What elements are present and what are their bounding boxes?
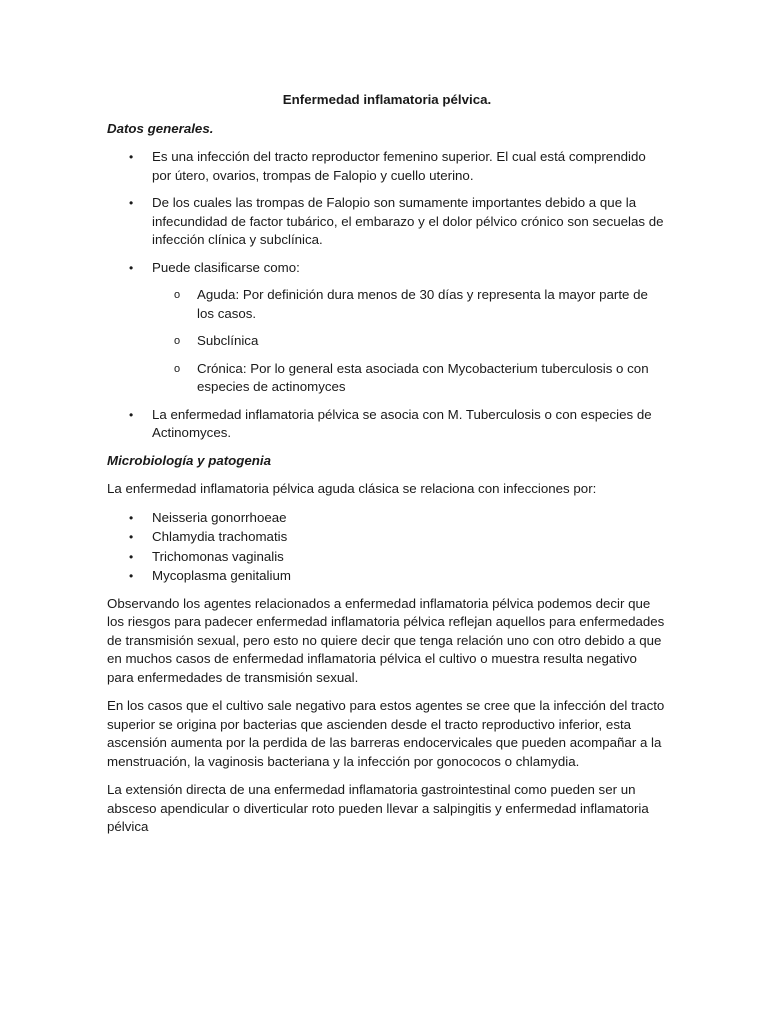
document-title: Enfermedad inflamatoria pélvica. [282, 92, 492, 107]
list-item [107, 567, 667, 586]
bullet-icon: • [129, 196, 134, 210]
sub-list-item [152, 360, 667, 397]
datos-generales-list [107, 148, 667, 443]
list-item [107, 509, 667, 528]
sub-list-item-text: Subclínica [197, 333, 259, 348]
microbiologia-intro: La enfermedad inflamatoria pélvica aguda clásica se relaciona con infecciones por: [107, 481, 597, 496]
document-page [107, 91, 667, 847]
circle-bullet-icon: o [174, 289, 181, 301]
paragraph: En los casos que el cultivo sale negativo para estos agentes se cree que la infección del tracto superior se origina por bacterias que ascienden desde el tracto reproductivo inferior, esta ascensión aumenta por la perdida de las barreras endocervicales que pueden acompañar a la menstruación, la vaginosis bacteriana y la infección por gonococos o chlamydia. [107, 698, 665, 769]
sub-list-item [152, 286, 667, 323]
sub-list-item [152, 332, 667, 351]
circle-bullet-icon: o [174, 362, 181, 375]
list-item-text: Puede clasificarse como: [152, 259, 300, 275]
list-item [107, 148, 667, 185]
list-item [107, 528, 667, 547]
bullet-icon: • [129, 407, 134, 422]
sub-list-item-text: Aguda: Por definición dura menos de 30 días y representa la mayor parte de los casos. [197, 287, 648, 321]
section-heading-microbiologia: Microbiología y patogenia [107, 452, 272, 468]
organism-name: Trichomonas vaginalis [152, 548, 284, 564]
list-item [107, 259, 667, 397]
list-item-text: De los cuales las trompas de Falopio son sumamente importantes debido a que la infecundidad de factor tubárico, el embarazo y el dolor pélvico crónico son secuelas de infección clínica y subclínica. [152, 195, 664, 247]
bullet-icon: • [129, 549, 134, 564]
list-item [107, 548, 667, 567]
bullet-icon: • [129, 150, 134, 164]
list-item-text: Es una infección del tracto reproductor femenino superior. El cual está comprendido por útero, ovarios, trompas de Falopio y cuello uterino. [152, 149, 646, 183]
list-item-text: La enfermedad inflamatoria pélvica se asocia con M. Tuberculosis o con especies de Actinomyces. [152, 406, 652, 440]
spacer [107, 587, 667, 595]
paragraph: La extensión directa de una enfermedad inflamatoria gastrointestinal como pueden ser un absceso apendicular o diverticular roto pueden llevar a salpingitis y enfermedad inflamatoria pélvica [107, 782, 649, 834]
section-heading-datos-generales: Datos generales. [107, 120, 214, 136]
classification-sublist [152, 286, 667, 397]
paragraph: Observando los agentes relacionados a enfermedad inflamatoria pélvica podemos decir que los riesgos para padecer enfermedad inflamatoria pélvica reflejan aquellos para enfermedades de transmisión sexual, pero esto no quiere decir que tenga relación uno con otro debido a que en muchos casos de enfermedad inflamatoria pélvica el cultivo o muestra resulta negativo para enfermedades de transmisión sexual. [107, 595, 665, 685]
bullet-icon: • [129, 260, 134, 275]
bullet-icon: • [129, 569, 134, 583]
sub-list-item-text: Crónica: Por lo general esta asociada con Mycobacterium tuberculosis o con especies de actinomyces [197, 360, 649, 394]
circle-bullet-icon: o [174, 335, 181, 347]
bullet-icon: • [129, 530, 134, 544]
organism-name: Neisseria gonorrhoeae [152, 509, 287, 525]
list-item [107, 406, 667, 443]
organism-name: Chlamydia trachomatis [152, 529, 288, 544]
organism-name: Mycoplasma genitalium [152, 568, 291, 583]
organisms-list [107, 509, 667, 586]
list-item [107, 194, 667, 250]
bullet-icon: • [129, 510, 134, 525]
